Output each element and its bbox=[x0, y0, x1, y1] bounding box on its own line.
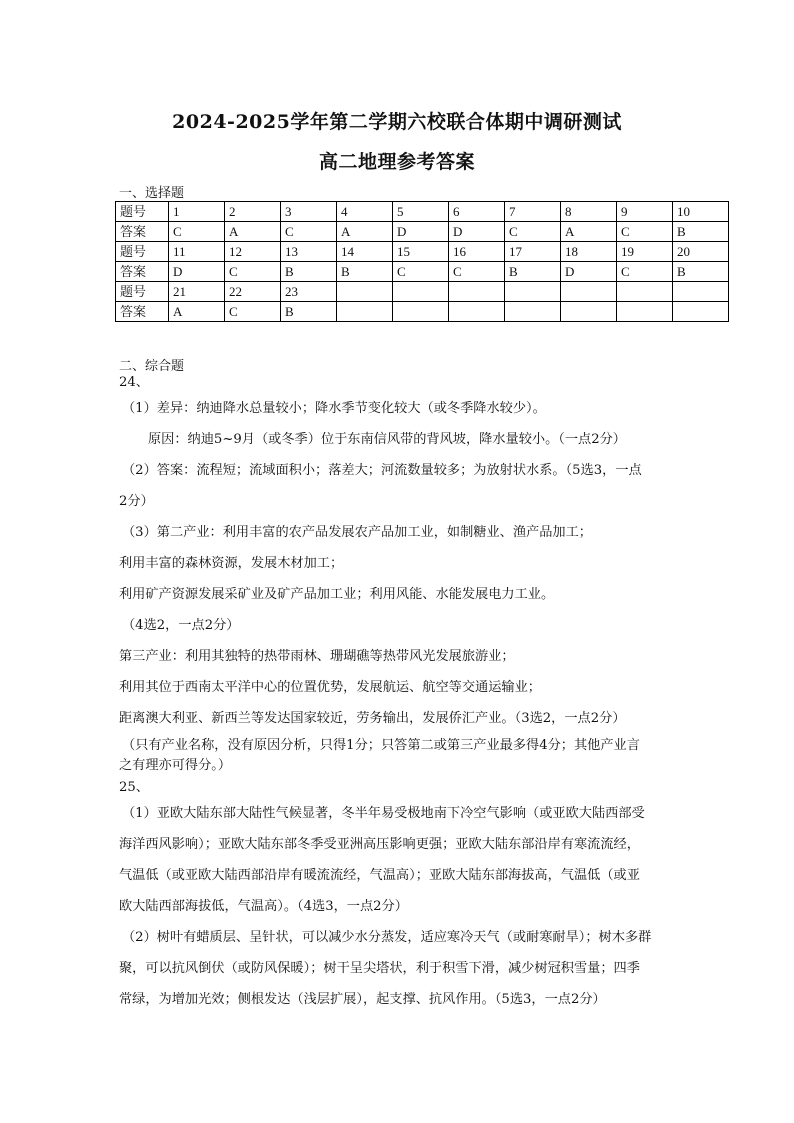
table-cell: 13 bbox=[281, 242, 337, 262]
table-cell: C bbox=[281, 222, 337, 242]
table-cell: C bbox=[225, 262, 281, 282]
table-cell: 6 bbox=[449, 202, 505, 222]
table-row bbox=[116, 222, 729, 242]
table-row bbox=[116, 202, 729, 222]
table-cell: 12 bbox=[225, 242, 281, 262]
table-row-header: 答案 bbox=[116, 302, 169, 322]
table-cell bbox=[337, 282, 393, 302]
table-cell: 5 bbox=[393, 202, 449, 222]
table-cell bbox=[337, 302, 393, 322]
table-cell: C bbox=[449, 262, 505, 282]
title-line-2: 高二地理参考答案 bbox=[318, 151, 475, 173]
q25-line: 气温低（或亚欧大陆西部沿岸有暖流流经，气温高）；亚欧大陆东部海拔高，气温低（或亚 bbox=[119, 868, 640, 883]
table-cell: B bbox=[281, 302, 337, 322]
table-row-header: 题号 bbox=[116, 282, 169, 302]
table-cell: 22 bbox=[225, 282, 281, 302]
table-cell: B bbox=[673, 222, 729, 242]
table-cell: 16 bbox=[449, 242, 505, 262]
table-cell: 14 bbox=[337, 242, 393, 262]
table-row-header: 题号 bbox=[116, 242, 169, 262]
table-row bbox=[116, 282, 729, 302]
q24-line: 利用矿产资源发展采矿业及矿产品加工业；利用风能、水能发展电力工业。 bbox=[119, 587, 555, 602]
q24-line: 第三产业：利用其独特的热带雨林、珊瑚礁等热带风光发展旅游业； bbox=[119, 649, 515, 664]
table-cell: C bbox=[393, 262, 449, 282]
q24-note-line: （只有产业名称，没有原因分析，只得1分；只答第二或第三产业最多得4分；其他产业言 bbox=[122, 738, 640, 753]
table-cell: 11 bbox=[169, 242, 225, 262]
table-cell: 4 bbox=[337, 202, 393, 222]
table-cell: 3 bbox=[281, 202, 337, 222]
table-cell: D bbox=[561, 262, 617, 282]
table-cell bbox=[505, 302, 561, 322]
table-cell: C bbox=[225, 302, 281, 322]
q24-line: （1）差异：纳迪降水总量较小；降水季节变化较大（或冬季降水较少）。 bbox=[122, 401, 546, 416]
table-cell: B bbox=[337, 262, 393, 282]
table-cell bbox=[561, 302, 617, 322]
section-comprehensive-heading: 二、综合题 bbox=[119, 359, 185, 374]
answer-table bbox=[115, 201, 729, 322]
table-row-header: 答案 bbox=[116, 222, 169, 242]
table-cell: A bbox=[337, 222, 393, 242]
q24-line: 原因：纳迪5~9月（或冬季）位于东南信风带的背风坡，降水量较小。（一点2分） bbox=[148, 432, 626, 447]
table-cell: D bbox=[169, 262, 225, 282]
table-cell bbox=[505, 282, 561, 302]
table-cell: A bbox=[561, 222, 617, 242]
title-line-1: 2024-2025学年第二学期六校联合体期中调研测试 bbox=[172, 111, 622, 133]
table-cell: 18 bbox=[561, 242, 617, 262]
table-cell: B bbox=[673, 262, 729, 282]
q25-line: 聚，可以抗风倒伏（或防风保暖）；树干呈尖塔状，利于积雪下滑，减少树冠积雪量；四季 bbox=[119, 961, 640, 976]
q24-line: （4选2，一点2分） bbox=[122, 618, 240, 633]
q24-line: 利用其位于西南太平洋中心的位置优势，发展航运、航空等交通运输业； bbox=[119, 680, 541, 695]
q24-line: （2）答案：流程短；流域面积小；落差大；河流数量较多；为放射状水系。（5选3，一点 bbox=[122, 463, 642, 478]
q25-line: 常绿，为增加光效；侧根发达（浅层扩展），起支撑、抗风作用。（5选3，一点2分） bbox=[119, 992, 606, 1007]
q25-line: 海洋西风影响）；亚欧大陆东部冬季受亚洲高压影响更强；亚欧大陆东部沿岸有寒流流经， bbox=[119, 837, 640, 852]
question-25-number: 25、 bbox=[119, 780, 149, 795]
table-cell: 10 bbox=[673, 202, 729, 222]
q25-line: （2）树叶有蜡质层、呈针状，可以减少水分蒸发，适应寒冷天气（或耐寒耐旱）；树木多群 bbox=[122, 930, 652, 945]
section-choice-heading: 一、选择题 bbox=[119, 186, 185, 201]
table-cell: 2 bbox=[225, 202, 281, 222]
table-cell: D bbox=[449, 222, 505, 242]
q25-line: （1）亚欧大陆东部大陆性气候显著，冬半年易受极地南下冷空气影响（或亚欧大陆西部受 bbox=[122, 806, 645, 821]
table-cell bbox=[561, 282, 617, 302]
table-cell bbox=[449, 282, 505, 302]
table-cell: B bbox=[505, 262, 561, 282]
table-row-header: 答案 bbox=[116, 262, 169, 282]
q24-line: （3）第二产业：利用丰富的农产品发展农产品加工业，如制糖业、渔产品加工； bbox=[122, 525, 592, 540]
table-cell: B bbox=[281, 262, 337, 282]
q24-line: 距离澳大利亚、新西兰等发达国家较近，劳务输出，发展侨汇产业。（3选2，一点2分） bbox=[119, 711, 626, 726]
table-cell bbox=[617, 282, 673, 302]
q25-line: 欧大陆西部海拔低，气温高）。（4选3，一点2分） bbox=[119, 899, 408, 914]
table-cell: 8 bbox=[561, 202, 617, 222]
q24-line: 2分） bbox=[119, 494, 154, 509]
table-cell: A bbox=[225, 222, 281, 242]
q24-note-line: 之有理亦可得分。） bbox=[119, 758, 232, 773]
table-cell: 9 bbox=[617, 202, 673, 222]
table-cell: C bbox=[169, 222, 225, 242]
table-cell bbox=[449, 302, 505, 322]
table-cell: C bbox=[505, 222, 561, 242]
question-24-number: 24、 bbox=[119, 375, 149, 390]
table-row-header: 题号 bbox=[116, 202, 169, 222]
table-cell: 23 bbox=[281, 282, 337, 302]
table-cell: 20 bbox=[673, 242, 729, 262]
table-cell: 17 bbox=[505, 242, 561, 262]
table-cell: C bbox=[617, 222, 673, 242]
table-cell bbox=[393, 282, 449, 302]
table-cell: C bbox=[617, 262, 673, 282]
q24-line: 利用丰富的森林资源，发展木材加工； bbox=[119, 556, 344, 571]
table-row bbox=[116, 242, 729, 262]
table-cell bbox=[393, 302, 449, 322]
table-cell: 15 bbox=[393, 242, 449, 262]
table-cell: D bbox=[393, 222, 449, 242]
table-row bbox=[116, 262, 729, 282]
table-cell bbox=[673, 302, 729, 322]
table-cell: 7 bbox=[505, 202, 561, 222]
table-cell: A bbox=[169, 302, 225, 322]
table-cell: 19 bbox=[617, 242, 673, 262]
table-row bbox=[116, 302, 729, 322]
table-cell bbox=[617, 302, 673, 322]
table-cell bbox=[673, 282, 729, 302]
table-cell: 1 bbox=[169, 202, 225, 222]
table-cell: 21 bbox=[169, 282, 225, 302]
